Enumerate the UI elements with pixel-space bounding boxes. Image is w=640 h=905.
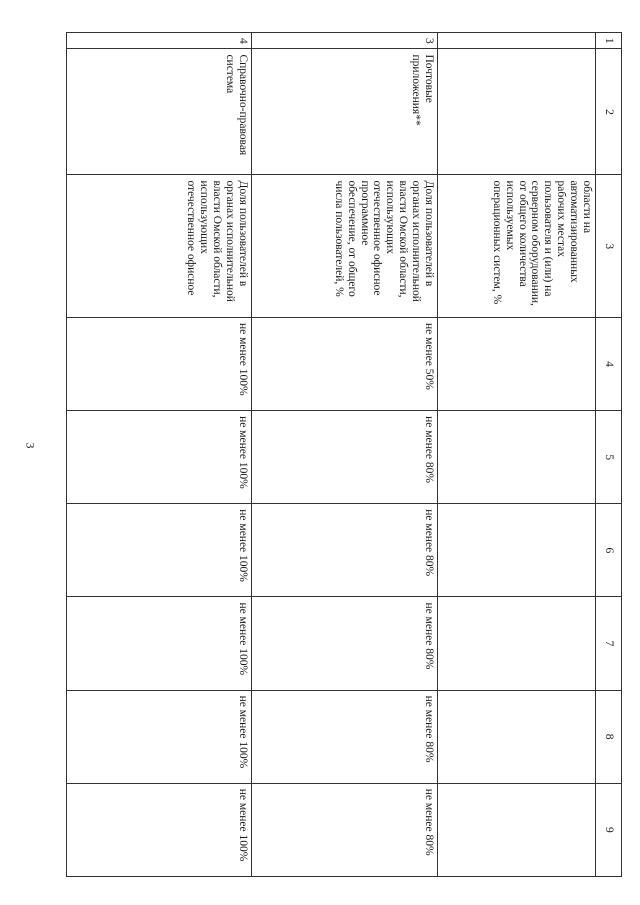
header-cell: 8: [596, 690, 622, 783]
value-cell: [438, 411, 596, 504]
indicator-table: [66, 32, 622, 877]
row-number: 4: [67, 33, 252, 49]
value-cell: не менее 80%: [252, 783, 438, 876]
header-cell: 4: [596, 317, 622, 410]
page-number: 3: [23, 442, 38, 449]
value-cell: [438, 597, 596, 690]
header-cell: 3: [596, 175, 622, 317]
value-cell: [438, 504, 596, 597]
value-cell: не менее 80%: [252, 597, 438, 690]
value-cell: не менее 100%: [67, 783, 252, 876]
value-cell: [438, 317, 596, 410]
row-name: Справочно-правовая система: [67, 49, 252, 175]
value-cell: [438, 783, 596, 876]
value-cell: не менее 100%: [67, 504, 252, 597]
header-cell: 1: [596, 33, 622, 49]
row-number: 3: [252, 33, 438, 49]
table-row: [438, 33, 596, 877]
table-row: [252, 33, 438, 877]
row-description: Доля пользователей в органах исполнительной власти Омской области, использующих отечественное офисное программное обеспечение, от общего числа пользователей, %: [252, 175, 438, 317]
header-cell: 7: [596, 597, 622, 690]
header-cell: 6: [596, 504, 622, 597]
row-number: [438, 33, 596, 49]
value-cell: не менее 100%: [67, 317, 252, 410]
row-description: Доля пользователей в органах исполнительной власти Омской области, использующих отечественное офисное: [67, 175, 252, 317]
header-cell: 9: [596, 783, 622, 876]
row-name: Почтовые приложения**: [252, 49, 438, 175]
header-cell: 5: [596, 411, 622, 504]
value-cell: не менее 80%: [252, 411, 438, 504]
value-cell: не менее 100%: [67, 597, 252, 690]
value-cell: не менее 80%: [252, 690, 438, 783]
value-cell: не менее 100%: [67, 690, 252, 783]
header-row: [596, 33, 622, 877]
header-cell: 2: [596, 49, 622, 175]
table-row: [67, 33, 252, 877]
row-description: области на автоматизированных рабочих местах пользователя и (или) на серверном оборудовании, от общего количества используемых операционных систем, %: [438, 175, 596, 317]
value-cell: не менее 80%: [252, 504, 438, 597]
value-cell: [438, 690, 596, 783]
value-cell: не менее 50%: [252, 317, 438, 410]
value-cell: не менее 100%: [67, 411, 252, 504]
row-name: [438, 49, 596, 175]
